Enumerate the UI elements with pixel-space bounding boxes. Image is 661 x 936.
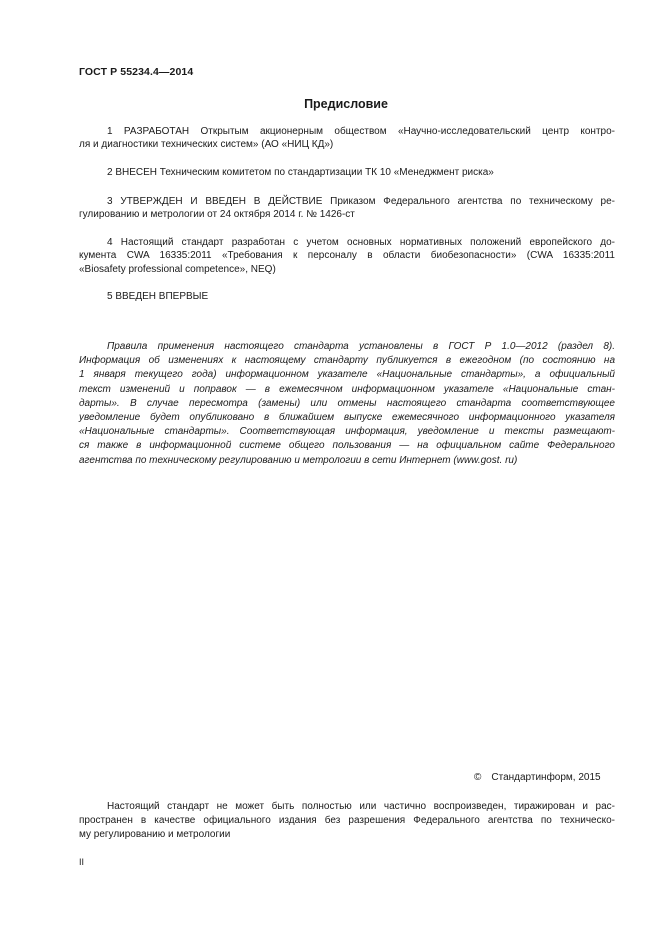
foreword-item-line: гулированию и метрологии от 24 октября 2014 г. № 1426-ст xyxy=(79,209,355,221)
note-line: уведомление будет опубликовано в ближайшем выпуске ежемесячного информационного указателя xyxy=(79,412,615,424)
foreword-item-4 xyxy=(79,236,615,276)
foreword-item-5 xyxy=(79,290,615,303)
foreword-item-line: 1 РАЗРАБОТАН Открытым акционерным обществом «Научно-исследовательский центр контро- xyxy=(107,126,615,137)
page-title: Предисловие xyxy=(304,97,388,111)
foreword-item-line: 2 ВНЕСЕН Техническим комитетом по стандартизации ТК 10 «Менеджмент риска» xyxy=(107,167,494,178)
foreword-item-line: «Biosafety professional competence», NEQ) xyxy=(79,263,276,275)
notice-line: Настоящий стандарт не может быть полностью или частично воспроизведен, тиражирован и рас- xyxy=(107,801,615,812)
page-number: II xyxy=(79,857,85,867)
copyright-holder: Стандартинформ, 2015 xyxy=(491,772,601,783)
note-line: дарты». В случае пересмотра (замены) или отмены настоящего стандарта соответствующее xyxy=(79,397,615,409)
copyright-line xyxy=(474,772,601,783)
application-rules-note xyxy=(79,340,615,468)
note-line: агентства по техническому регулированию и метрологии в сети Интернет (www.gost. ru) xyxy=(79,454,518,466)
foreword-item-line: кумента CWA 16335:2011 «Требования к персоналу в области биобезопасности» (CWA 16335:2011 xyxy=(79,250,615,262)
note-line: ся также в информационной системе общего пользования — на официальном сайте Федерального xyxy=(79,440,615,452)
foreword-item-line: 5 ВВЕДЕН ВПЕРВЫЕ xyxy=(107,291,209,302)
note-line: текст изменений и поправок — в ежемесячном информационном указателе «Национальные стан- xyxy=(79,383,615,395)
foreword-item-3 xyxy=(79,195,615,222)
foreword-item-2 xyxy=(79,166,615,179)
foreword-item-1 xyxy=(79,125,615,152)
copyright-symbol: © xyxy=(474,772,482,783)
notice-line: пространен в качестве официального издания без разрешения Федерального агентства по техническо- xyxy=(79,815,615,826)
note-line: 1 января текущего года) информационном указателе «Национальные стандарты», а официальный xyxy=(79,369,615,381)
reproduction-notice xyxy=(79,800,615,842)
standard-code-header: ГОСТ Р 55234.4—2014 xyxy=(79,66,194,78)
note-line: «Национальные стандарты». Соответствующая информация, уведомление и тексты размещают- xyxy=(79,426,615,438)
notice-line: му регулированию и метрологии xyxy=(79,829,231,840)
foreword-item-line: 4 Настоящий стандарт разработан с учетом основных нормативных положений европейского до- xyxy=(107,237,615,248)
note-line: Информация об изменениях к настоящему стандарту публикуется в ежегодном (по состоянию на xyxy=(79,355,615,367)
foreword-item-line: ля и диагностики технических систем» (АО «НИЦ КД») xyxy=(79,139,334,151)
foreword-item-line: 3 УТВЕРЖДЕН И ВВЕДЕН В ДЕЙСТВИЕ Приказом Федерального агентства по техническому ре- xyxy=(107,196,615,207)
note-line: Правила применения настоящего стандарта установлены в ГОСТ Р 1.0—2012 (раздел 8). xyxy=(107,341,615,352)
